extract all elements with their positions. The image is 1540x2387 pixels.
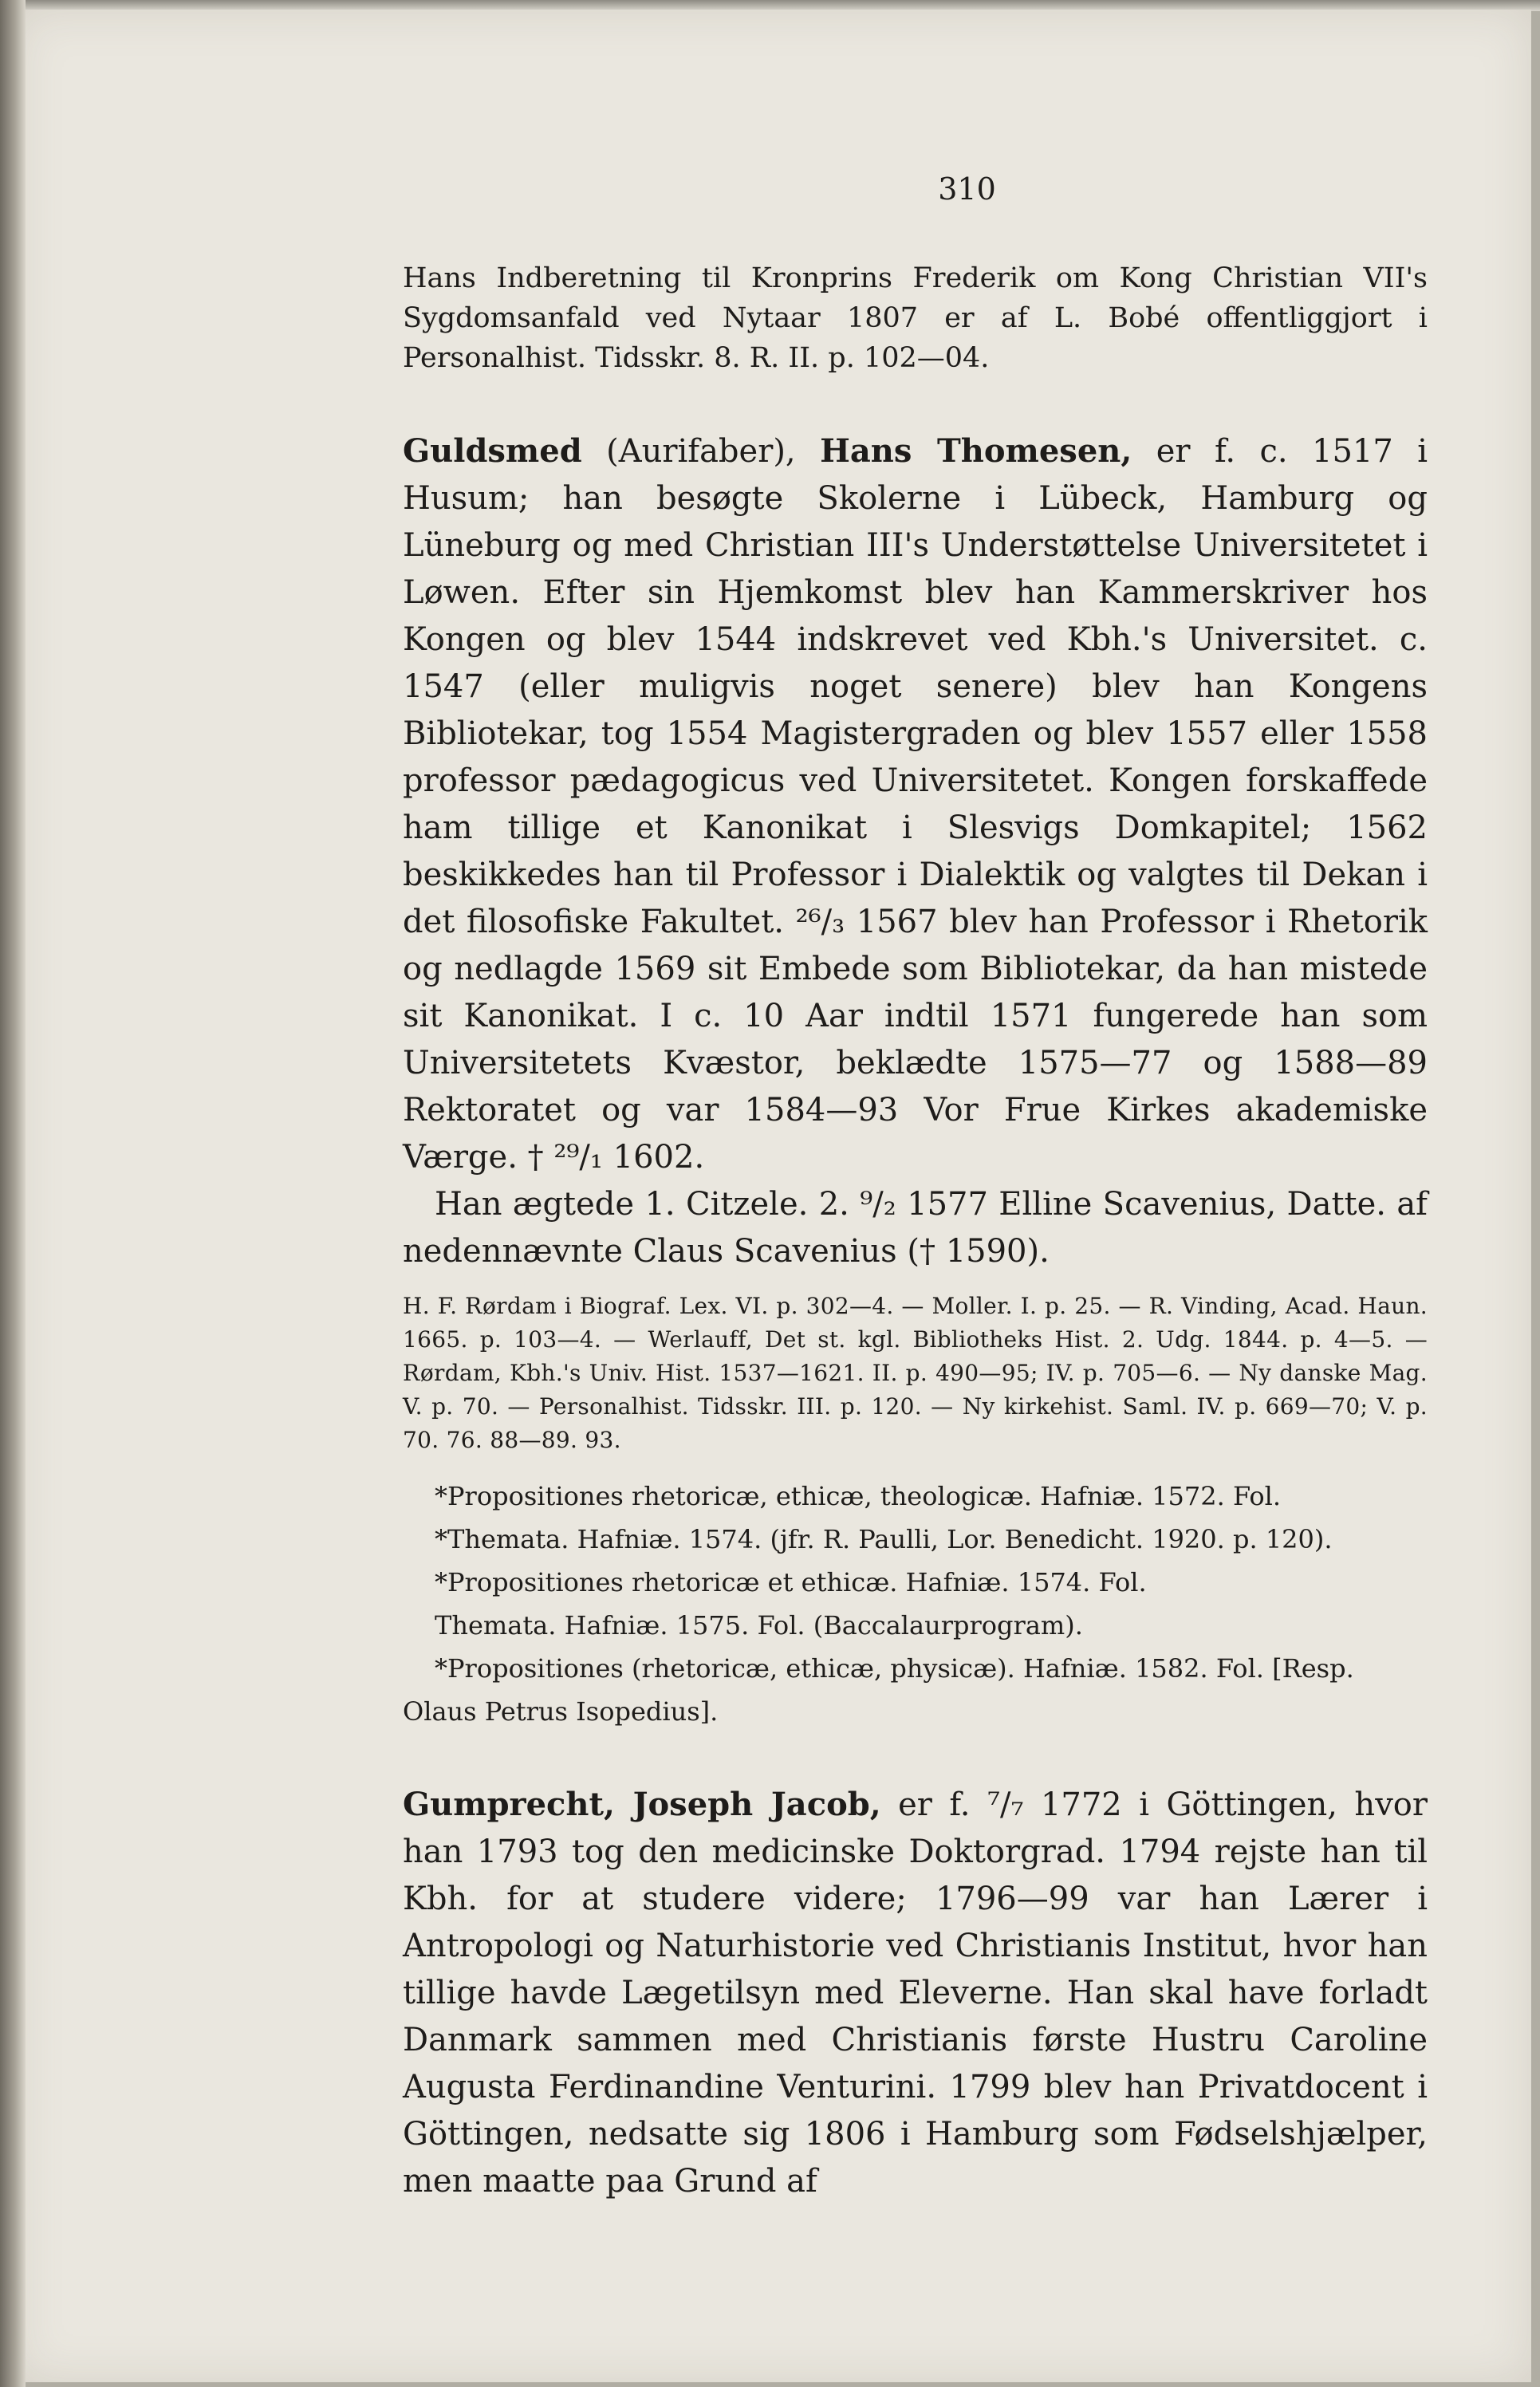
page-content [403, 171, 1428, 2205]
entry-text: er f. ⁷/₇ 1772 i Göttingen, hvor han 1793 tog den medicinske Doktorgrad. 1794 rejste han til Kbh. for at studere videre; 1796—99 var han Lærer i Antropologi og Naturhistorie ved Christianis Institut, hvor han tillige havde Lægetilsyn med Eleverne. Han skal have forladt Danmark sammen med Christianis første Hustru Caroline Augusta Ferdinandine Venturini. 1799 blev han Privatdocent i Göttingen, nedsatte sig 1806 i Hamburg som Fødselshjælper, men maatte paa Grund af [403, 1786, 1428, 2200]
entry-guldsmed-body [403, 427, 1428, 1181]
entry-name: Hans Thomesen, [820, 432, 1132, 470]
entry-guldsmed-references: H. F. Rørdam i Biograf. Lex. VI. p. 302—4. — Moller. I. p. 25. — R. Vinding, Acad. Haun. 1665. p. 103—4. — Werlauff, Det st. kgl. Bibliotheks Hist. 2. Udg. 1844. p. 4—5. — Rørdam, Kbh.'s Univ. Hist. 1537—1621. II. p. 490—95; IV. p. 705—6. — Ny danske Mag. V. p. 70. — Personalhist. Tidsskr. III. p. 120. — Ny kirkehist. Saml. IV. p. 669—70; V. p. 70. 76. 88—89. 93. [403, 1293, 1428, 1453]
entry-guldsmed [403, 427, 1428, 1733]
page-number: 310 [938, 171, 996, 207]
intro-paragraph: Hans Indberetning til Kronprins Frederik om Kong Christian VII's Sygdomsanfald ved Nytaar 1807 er af L. Bobé offentliggjort i Personalhist. Tidsskr. 8. R. II. p. 102—04. [403, 262, 1428, 374]
entry-heading-rest: (Aurifaber), [581, 433, 821, 470]
entry-guldsmed-marriage: Han ægtede 1. Citzele. 2. ⁹/₂ 1577 Elline Scavenius, Datte. af nedennævnte Claus Scavenius († 1590). [403, 1186, 1428, 1270]
entry-name: Gumprecht, Joseph Jacob, [403, 1786, 881, 1823]
book-binding [0, 0, 26, 2387]
entry-guldsmed-works [403, 1475, 1428, 1733]
entry-gumprecht-body [403, 1781, 1428, 2205]
entry-gumprecht [403, 1781, 1428, 2205]
work-item: *Propositiones (rhetoricæ, ethicæ, physicæ). Hafniæ. 1582. Fol. [Resp. Olaus Petrus Isopedius]. [403, 1653, 1354, 1727]
work-item: *Themata. Hafniæ. 1574. (jfr. R. Paulli, Lor. Benedicht. 1920. p. 120). [435, 1524, 1333, 1554]
entry-heading: Guldsmed [403, 432, 582, 470]
work-item: *Propositiones rhetoricæ, ethicæ, theologicæ. Hafniæ. 1572. Fol. [435, 1481, 1282, 1511]
work-item: *Propositiones rhetoricæ et ethicæ. Hafniæ. 1574. Fol. [435, 1567, 1147, 1597]
work-item: Themata. Hafniæ. 1575. Fol. (Baccalaurprogram). [435, 1610, 1083, 1641]
entry-text: er f. c. 1517 i Husum; han besøgte Skolerne i Lübeck, Hamburg og Lüneburg og med Christian III's Understøttelse Universitetet i Løwen. Efter sin Hjemkomst blev han Kammerskriver hos Kongen og blev 1544 indskrevet ved Kbh.'s Universitet. c. 1547 (eller muligvis noget senere) blev han Kongens Bibliotekar, tog 1554 Magistergraden og blev 1557 eller 1558 professor pædagogicus ved Universitetet. Kongen forskaffede ham tillige et Kanonikat i Slesvigs Domkapitel; 1562 beskikkedes han til Professor i Dialektik og valgtes til Dekan i det filosofiske Fakultet. ²⁶/₃ 1567 blev han Professor i Rhetorik og nedlagde 1569 sit Embede som Bibliotekar, da han mistede sit Kanonikat. I c. 10 Aar indtil 1571 fungerede han som Universitetets Kvæstor, beklædte 1575—77 og 1588—89 Rektoratet og var 1584—93 Vor Frue Kirkes akademiske Værge. † ²⁹/₁ 1602. [403, 433, 1428, 1176]
